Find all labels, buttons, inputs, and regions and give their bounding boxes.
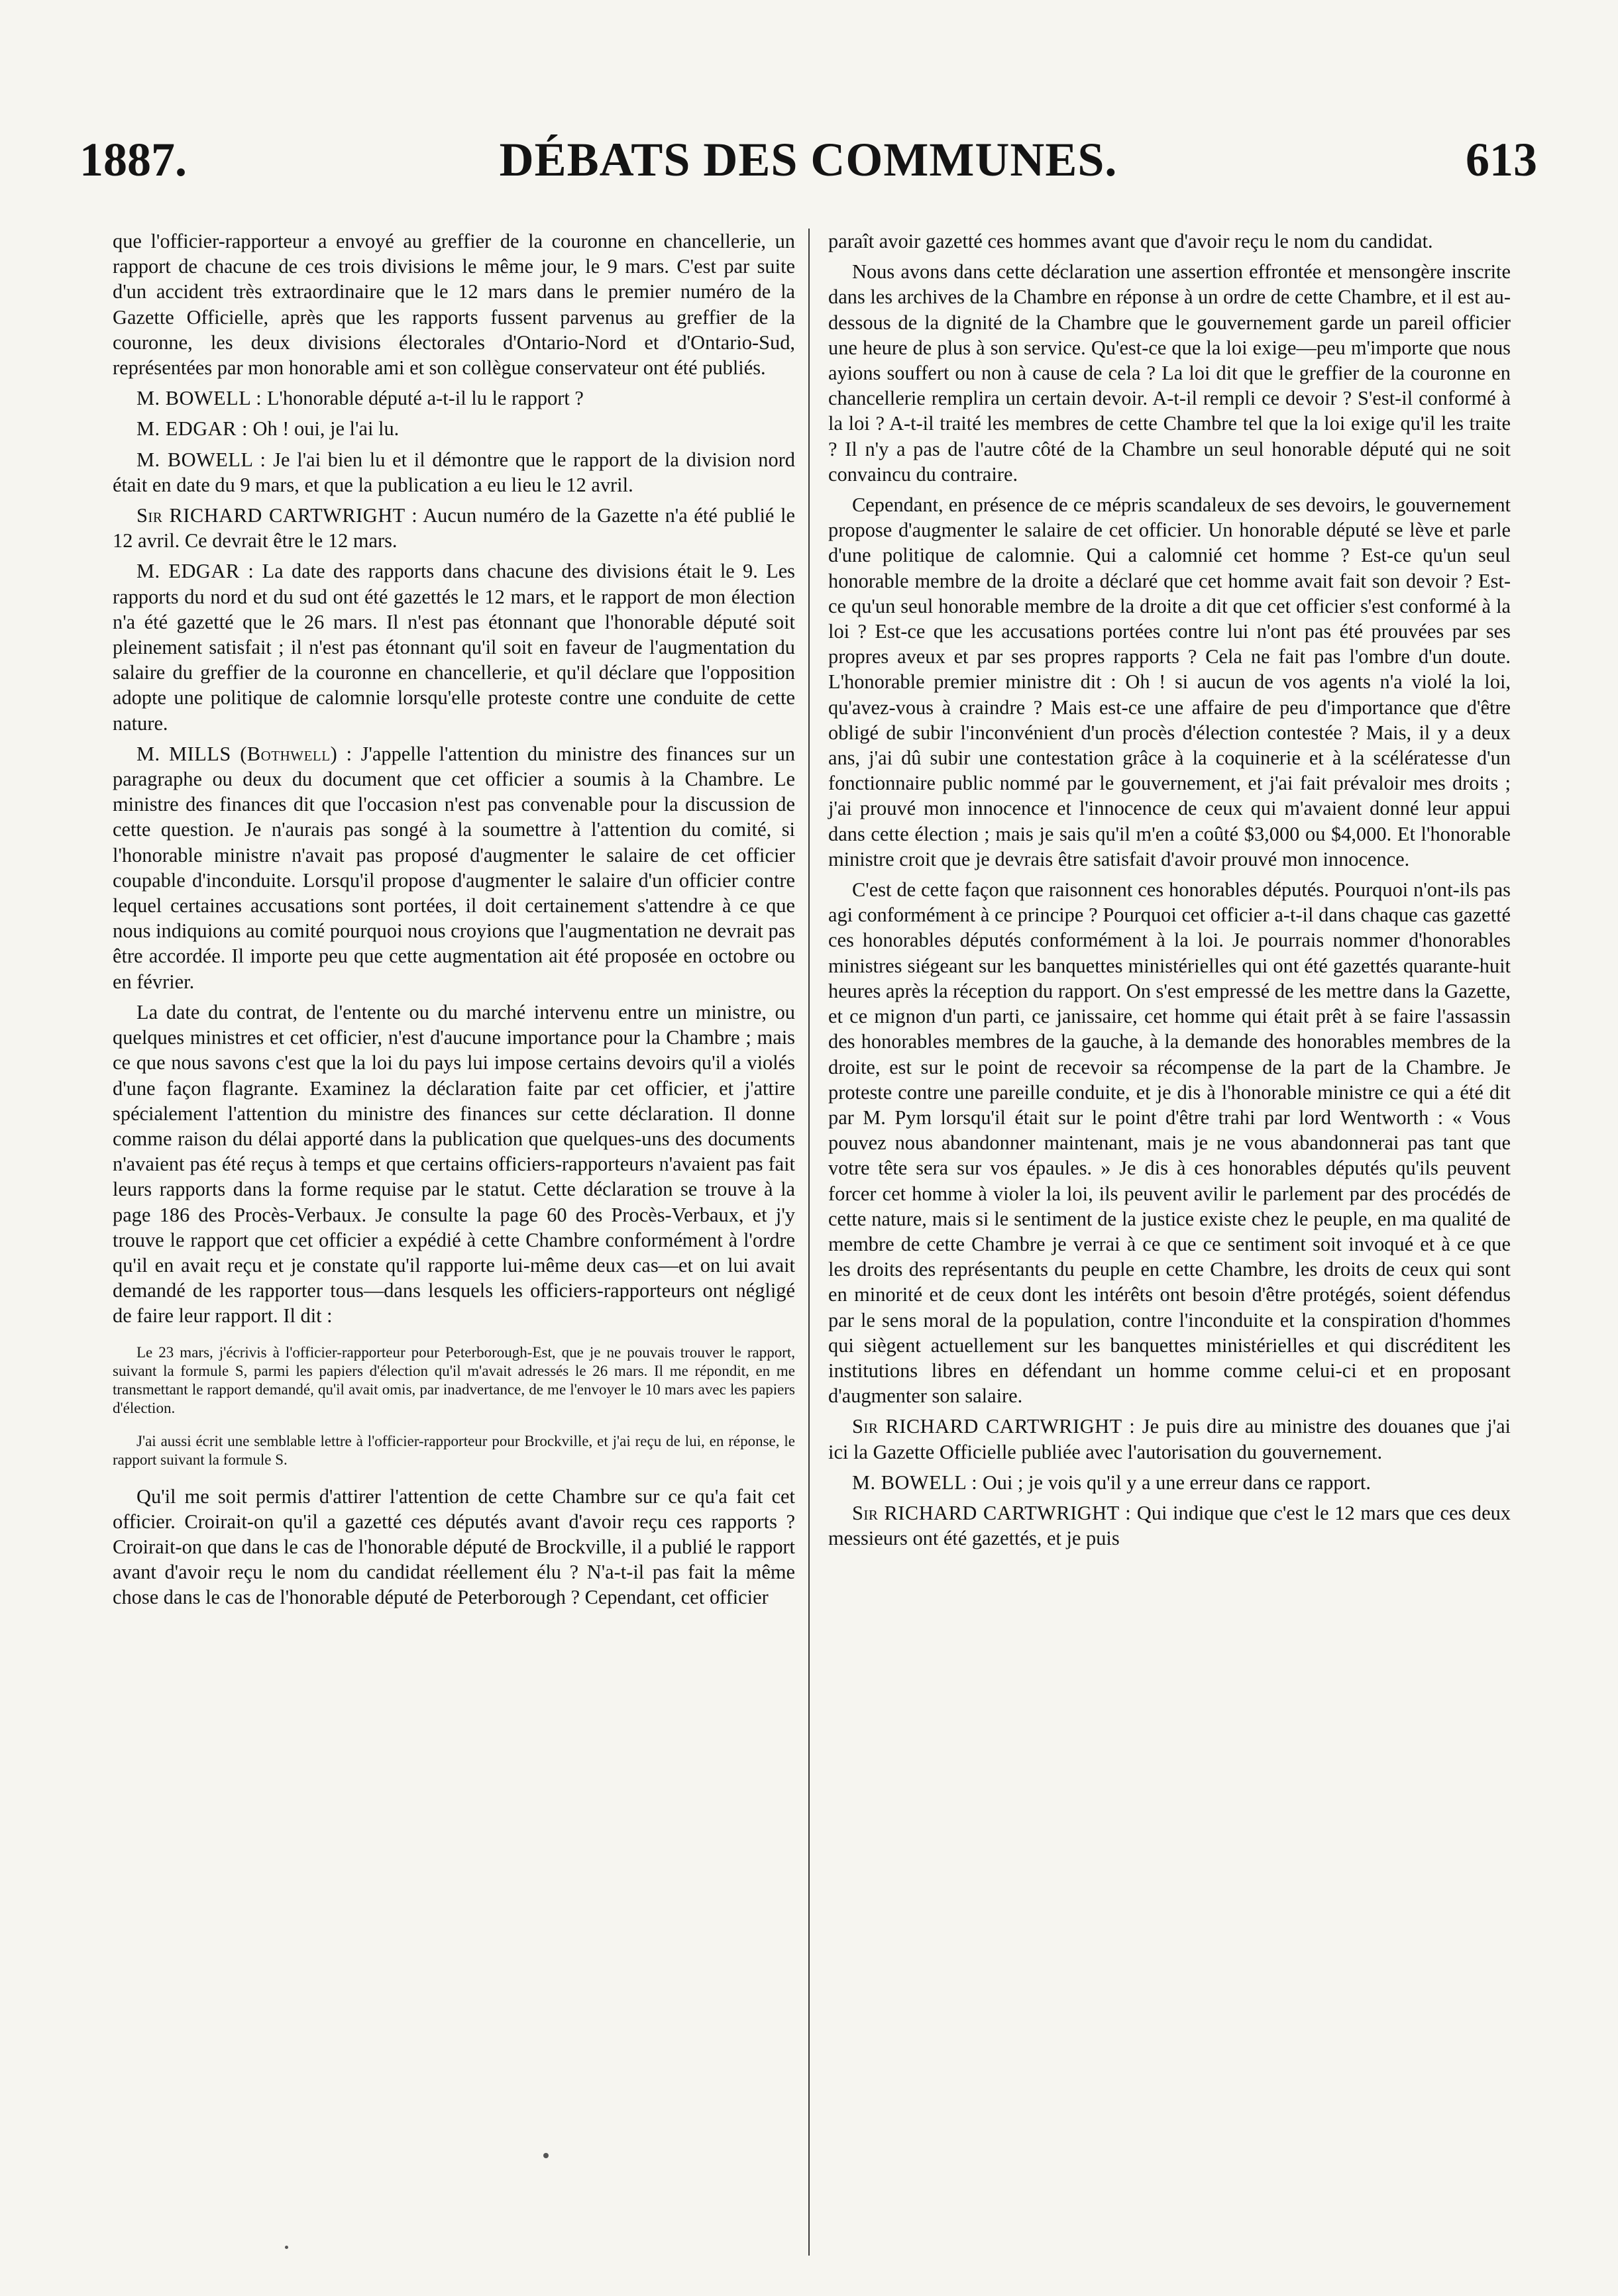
column-divider bbox=[808, 229, 810, 2256]
print-speck bbox=[285, 2246, 288, 2249]
right-column bbox=[828, 229, 1511, 1556]
page-header bbox=[80, 132, 1537, 199]
speech-text: Oh ! oui, je l'ai lu. bbox=[247, 417, 400, 441]
speech-paragraph bbox=[113, 741, 795, 994]
speech-text: Oui ; je vois qu'il y a une erreur dans ce rapport. bbox=[977, 1471, 1371, 1494]
speaker-name: M. BOWELL : bbox=[136, 387, 262, 410]
quoted-letter: J'ai aussi écrit une semblable lettre à l'officier-rapporteur pour Brockville, et j'ai reçu de lui, en réponse, le rapport suivant la formule S. bbox=[113, 1432, 795, 1468]
speaker-name: M. MILLS (Bothwell) : bbox=[136, 742, 352, 765]
speech-text: La date des rapports dans chacune des divisions était le 9. Les rapports du nord et du sud ont été gazettés le 12 mars, et le rapport de mon élection n'a été gazetté que le 26 mars. Il n'est pas étonnant que l'honorable député soit pleinement satisfait ; il n'est pas étonnant qu'il soit en faveur de l'augmentation du salaire du greffier de la couronne en chancellerie, et qu'il déclare que l'opposition adopte une politique de calomnie lorsqu'elle proteste contre une conduite de cette nature. bbox=[113, 560, 796, 735]
speech-text: Je l'ai bien lu et il démontre que le rapport de la division nord était en date du 9 mars, et que la publication a eu lieu le 12 avril. bbox=[113, 448, 795, 496]
speech-text: J'appelle l'attention du ministre des finances sur un paragraphe ou deux du document que cet officier a soumis à la Chambre. Le ministre des finances dit que l'occasion n'est pas convenable pour la discussion de cette question. Je n'aurais pas songé à la soumettre à l'attention du comité, si l'honorable ministre n'avait pas proposé d'augmenter le salaire de cet officier coupable d'inconduite. Lorsqu'il propose d'augmenter le salaire d'un officier contre lequel certaines accusations sont portées, il doit certainement s'attendre à ce que nous indiquions au comité pourquoi nous croyions que l'augmentation ne devrait pas être accordée. Il importe peu que cette augmentation ait été proposée en octobre ou en février. bbox=[113, 742, 795, 993]
speech-text: L'honorable député a-t-il lu le rapport ? bbox=[262, 387, 584, 410]
speaker-name: M. EDGAR : bbox=[136, 417, 248, 441]
speech-paragraph bbox=[113, 558, 795, 735]
body-paragraph: Cependant, en présence de ce mépris scandaleux de ses devoirs, le gouvernement propose d'augmenter le salaire de cet officier. Un honorable député se lève et parle d'une politique de calomnie. Qui a calomnié cet homme ? Est-ce qu'un seul honorable membre de la droite a déclaré que cet homme avait fait son devoir ? Est-ce qu'un seul honorable membre de la droite a dit que cet officier s'est conformé à la loi ? Est-ce que les accusations portées contre lui n'ont pas été prouvées par ses propres aveux et par ses propres rapports ? Cela ne fait pas l'ombre d'un doute. L'honorable premier ministre dit : Oh ! si aucun de vos agents n'a violé la loi, qu'avez-vous à craindre ? Mais est-ce une affaire de peu d'importance que d'être obligé de subir l'inconvénient d'un procès d'élection contestée ? Mais, il y a deux ans, j'ai dû subir une contestation grâce à la coquinerie et à la scélératesse d'un fonctionnaire public nommé par le gouvernement, et j'ai fait prévaloir mes droits ; j'ai prouvé mon innocence et l'innocence de ceux qui m'avaient donné leur appui dans cette élection ; mais je sais qu'il m'en a coûté $3,000 ou $4,000. Et l'honorable ministre croit que je devrais être satisfait d'avoir prouvé mon innocence. bbox=[828, 494, 1511, 870]
speaker-name: M. EDGAR : bbox=[136, 560, 254, 583]
speech-paragraph bbox=[113, 447, 795, 497]
speaker-name: Sir RICHARD CARTWRIGHT : bbox=[852, 1501, 1132, 1524]
body-paragraph: La date du contrat, de l'entente ou du marché intervenu entre un ministre, ou quelques ministres et cet officier, n'est d'aucune importance pour la Chambre ; mais ce que nous savons c'est que la loi du pays lui impose certains devoirs qu'il a violés d'une façon flagrante. Examinez la déclaration faite par cet officier, et j'attire spécialement l'attention du ministre des finances sur cette déclaration. Il donne comme raison du délai apporté dans la publication que quelques-uns des documents n'avaient pas été reçus à temps et que certains officiers-rapporteurs n'avaient pas fait leurs rapports dans la forme requise par le statut. Cette déclaration se trouve à la page 186 des Procès-Verbaux. Je consulte la page 60 des Procès-Verbaux, et j'y trouve le rapport que cet officier a expédié à cette Chambre conformément à l'ordre qu'il en avait reçu et je constate qu'il rapporte lui-même deux cas—et on lui avait demandé de les rapporter tous—dans lesquels les officiers-rapporteurs ont négligé de faire leur rapport. Il dit : bbox=[113, 1000, 795, 1328]
header-year: 1887. bbox=[80, 133, 187, 186]
speaker-name: Sir RICHARD CARTWRIGHT : bbox=[136, 504, 418, 527]
header-title: DÉBATS DES COMMUNES. bbox=[499, 133, 1118, 186]
continued-paragraph: paraît avoir gazetté ces hommes avant que d'avoir reçu le nom du candidat. bbox=[828, 230, 1433, 252]
body-paragraph: C'est de cette façon que raisonnent ces honorables députés. Pourquoi n'ont-ils pas agi conformément à ce principe ? Pourquoi cet officier a-t-il dans chaque cas gazetté ces honorables députés conformément à la loi. Je pourrais nommer d'honorables ministres siégeant sur les banquettes ministérielles qui ont été gazettés quarante-huit heures après la réception du rapport. On s'est empressé de les mettre dans la Gazette, et ce mignon d'un parti, ce janissaire, cet homme qui était prêt à se faire l'assassin des honorables membres de la gauche, à la demande des honorables membres de la droite, est sur le point de recevoir sa récompense de la part de la Chambre. Je proteste contre une pareille conduite, et je dis à l'honorable ministre ce qui a été dit par M. Pym lorsqu'il était sur le point d'être trahi par lord Wentworth : « Vous pouvez nous abandonner maintenant, mais je ne vous abandonnerai pas tant que votre tête sera sur vos épaules. » Je dis à ces honorables députés qu'ils peuvent forcer cet homme à violer la loi, ils peuvent avilir le parlement par des procédés de cette nature, mais si le sentiment de la justice existe chez le peuple, en ma qualité de membre de cette Chambre je verrai à ce que ce sentiment soit invoqué et à ce que les droits des représentants du peuple en cette Chambre, les droits de ceux qui sont en minorité et de ceux dont les intérêts ont besoin d'être protégés, soient défendus par le sens moral de la population, contre l'inconduite et la conspiration d'hommes qui siègent actuellement sur les banquettes ministérielles et qui discréditent les institutions libres en défendant un homme comme celui-ci et en proposant d'augmenter son salaire. bbox=[828, 878, 1511, 1408]
speech-paragraph bbox=[113, 416, 795, 441]
speech-paragraph bbox=[113, 386, 795, 411]
quoted-letter: Le 23 mars, j'écrivis à l'officier-rapporteur pour Peterborough-Est, que je ne pouvais trouver le rapport, suivant la formule S, parmi les papiers d'élection qu'il m'avait adressés le 26 mars. Il me répondit, en me transmettant le rapport demandé, qu'il avait omis, par inadvertance, de me l'envoyer le 10 mars avec les papiers d'élection. bbox=[113, 1343, 795, 1416]
page-number: 613 bbox=[1466, 133, 1537, 186]
speaker-name: M. BOWELL : bbox=[852, 1471, 978, 1494]
speech-text: Qui indique que c'est le 12 mars que ces deux messieurs ont été gazettés, et je puis bbox=[828, 1501, 1511, 1550]
continued-paragraph: que l'officier-rapporteur a envoyé au greffier de la couronne en chancellerie, un rapport de chacune de ces trois divisions le même jour, le 9 mars. C'est par suite d'un accident très extraordinaire que le 12 mars dans le premier numéro de la Gazette Officielle, après que les rapports fussent parvenus au greffier de la couronne, les deux divisions électorales d'Ontario-Nord et d'Ontario-Sud, représentées par mon honorable ami et son collègue conservateur ont été publiés. bbox=[113, 230, 795, 380]
print-speck bbox=[543, 2153, 549, 2158]
speech-text: Aucun numéro de la Gazette n'a été publié le 12 avril. Ce devrait être le 12 mars. bbox=[113, 504, 795, 552]
speech-paragraph bbox=[828, 1470, 1511, 1495]
speaker-name: Sir RICHARD CARTWRIGHT : bbox=[852, 1415, 1136, 1438]
speech-paragraph bbox=[828, 1414, 1511, 1464]
speech-paragraph bbox=[828, 1500, 1511, 1551]
body-paragraph: Nous avons dans cette déclaration une assertion effrontée et mensongère inscrite dans les archives de la Chambre en réponse à un ordre de cette Chambre, et il est au-dessous de la dignité de la Chambre que le gouvernement garde un pareil officier une heure de plus à son service. Qu'est-ce que la loi exige—peu m'importe que nous ayions souffert ou non à cause de cela ? La loi dit que le greffier de la couronne en chancellerie remplira un certain devoir. A-t-il rempli ce devoir ? S'est-il conformé à la loi ? A-t-il traité les membres de cette Chambre tel que la loi exige qu'il les traite ? Il n'y a pas de l'autre côté de la Chambre un seul honorable député qui ne soit convaincu du contraire. bbox=[828, 260, 1511, 486]
speech-paragraph bbox=[113, 503, 795, 553]
body-paragraph: Qu'il me soit permis d'attirer l'attention de cette Chambre sur ce qu'a fait cet officier. Croirait-on qu'il a gazetté ces députés avant d'avoir reçu ces rapports ? Croirait-on que dans le cas de l'honorable député de Brockville, il a publié le rapport avant d'avoir reçu le nom du candidat réellement élu ? N'a-t-il pas fait la même chose dans le cas de l'honorable député de Peterborough ? Cependant, cet officier bbox=[113, 1485, 795, 1609]
speech-text: Je puis dire au ministre des douanes que j'ai ici la Gazette Officielle publiée avec l'autorisation du gouvernement. bbox=[828, 1415, 1511, 1463]
speaker-name: M. BOWELL : bbox=[136, 448, 266, 471]
left-column bbox=[113, 229, 795, 1616]
